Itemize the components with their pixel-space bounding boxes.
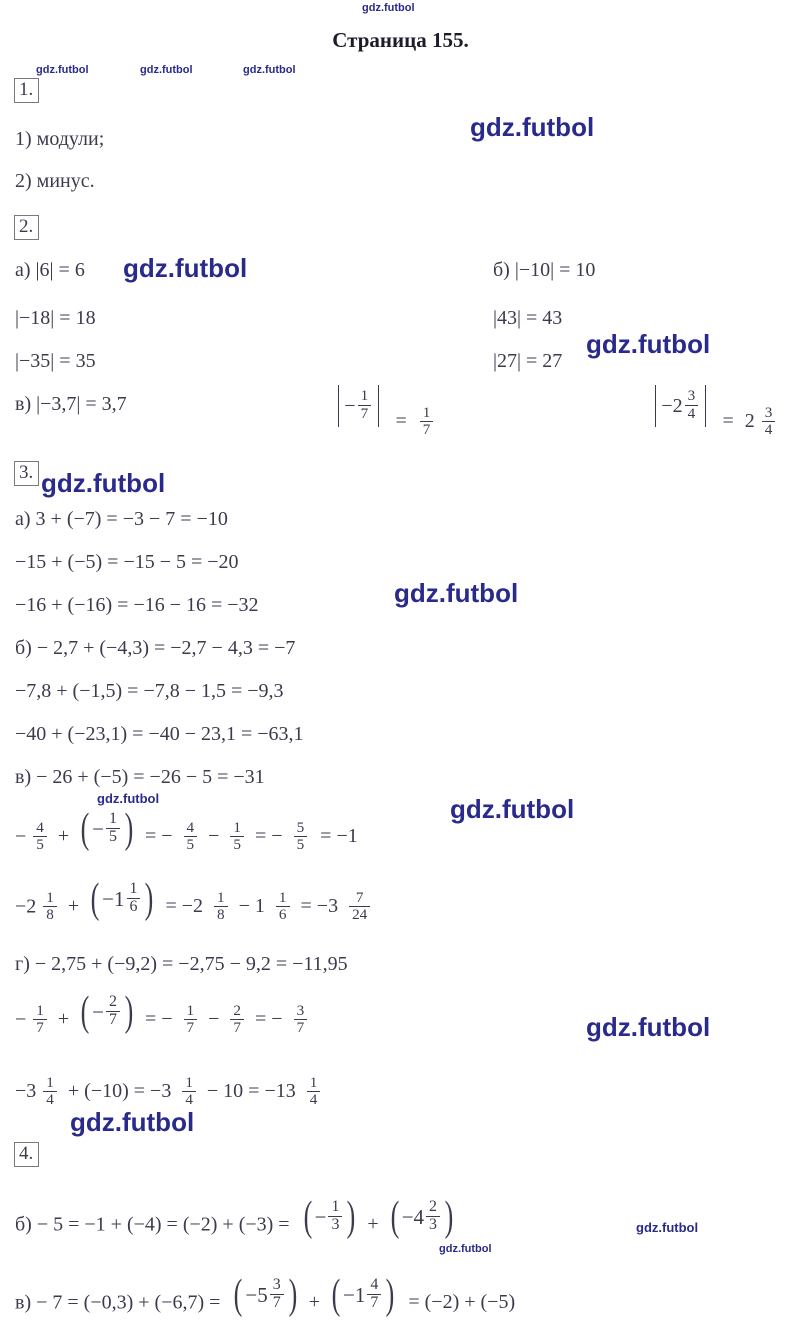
task1-line-2: 2) минус. bbox=[15, 170, 95, 192]
watermark: gdz.futbol bbox=[97, 791, 160, 806]
term: − bbox=[92, 999, 104, 1024]
paren-close: ) bbox=[386, 1272, 395, 1319]
task3-line-g-mixed bbox=[15, 1076, 322, 1109]
result: − 10 = −13 bbox=[206, 1080, 296, 1103]
fraction: $\frac{1}{7}$ bbox=[184, 1003, 198, 1036]
fraction: $\frac{2}{7}$ bbox=[106, 994, 120, 1029]
fraction: $\frac{1}{7}$ bbox=[33, 1003, 47, 1036]
fraction-result: $\frac{1}{7}$ bbox=[420, 405, 434, 438]
term: + (−10) = −3 bbox=[67, 1080, 172, 1103]
abs-sign: −2 bbox=[661, 395, 683, 417]
paren-group bbox=[78, 989, 136, 1036]
abs-sign: − bbox=[344, 395, 356, 417]
term: −1 bbox=[102, 886, 125, 911]
task3-line-g-frac bbox=[15, 989, 309, 1037]
paren-open: ( bbox=[390, 1194, 400, 1241]
fraction-result: $\frac{3}{4}$ bbox=[762, 405, 776, 438]
fraction: $\frac{1}{8}$ bbox=[43, 890, 57, 923]
paren-open: ( bbox=[234, 1272, 243, 1319]
term: − bbox=[15, 825, 27, 848]
task3-line-2: −15 + (−5) = −15 − 5 = −20 bbox=[15, 551, 239, 573]
watermark: gdz.futbol bbox=[123, 253, 248, 283]
paren-open: ( bbox=[80, 989, 90, 1036]
term: = − bbox=[144, 825, 173, 848]
result: = − bbox=[255, 1008, 283, 1031]
fraction: $\frac{3}{7}$ bbox=[270, 1277, 284, 1312]
task2-right-3: |27| = 27 bbox=[493, 350, 563, 372]
fraction: $\frac{4}{7}$ bbox=[367, 1277, 381, 1312]
fraction: $\frac{1}{4}$ bbox=[182, 1075, 196, 1108]
term: −3 bbox=[15, 1080, 37, 1103]
term: − bbox=[314, 1204, 327, 1229]
task3-line-v-mixed bbox=[15, 876, 372, 924]
watermark: gdz.futbol bbox=[470, 112, 595, 142]
fraction: $\frac{1}{6}$ bbox=[276, 890, 290, 923]
term: −2 bbox=[15, 895, 37, 918]
fraction: $\frac{4}{5}$ bbox=[33, 820, 47, 853]
abs-bar-left bbox=[338, 385, 339, 427]
task-number-3: 3. bbox=[14, 461, 39, 486]
abs-bar-left bbox=[655, 385, 656, 427]
plus-sign: + bbox=[57, 1008, 70, 1031]
task3-line-g: г) − 2,75 + (−9,2) = −2,75 − 9,2 = −11,95 bbox=[15, 953, 348, 975]
abs-bar-right bbox=[378, 385, 379, 427]
task1-line-1: 1) модули; bbox=[15, 128, 105, 150]
watermark: gdz.futbol bbox=[450, 794, 575, 824]
paren-group bbox=[231, 1272, 299, 1319]
task3-line-3: −16 + (−16) = −16 − 16 = −32 bbox=[15, 594, 259, 616]
plus-sign: + bbox=[367, 1213, 379, 1236]
fraction: $\frac{2}{3}$ bbox=[426, 1199, 440, 1234]
term: = −2 bbox=[165, 895, 204, 918]
fraction: $\frac{2}{7}$ bbox=[230, 1003, 244, 1036]
paren-open: ( bbox=[80, 806, 90, 853]
minus-sign: − bbox=[208, 825, 220, 848]
task3-line-6: −40 + (−23,1) = −40 − 23,1 = −63,1 bbox=[15, 723, 304, 745]
task3-line-1: а) 3 + (−7) = −3 − 7 = −10 bbox=[15, 508, 228, 530]
task2-frac-expr-2 bbox=[650, 385, 777, 439]
result: = −1 bbox=[320, 825, 358, 848]
paren-group bbox=[329, 1272, 397, 1319]
watermark: gdz.futbol bbox=[586, 329, 711, 359]
fraction: $\frac{1}{6}$ bbox=[127, 881, 141, 916]
task2-right-2: |43| = 43 bbox=[493, 307, 563, 329]
plus-sign: + bbox=[308, 1291, 321, 1314]
watermark: gdz.futbol bbox=[586, 1012, 711, 1042]
watermark: gdz.futbol bbox=[439, 1243, 492, 1255]
abs-group bbox=[333, 385, 384, 427]
paren-open: ( bbox=[303, 1194, 312, 1241]
mixed-whole: 2 bbox=[744, 410, 755, 432]
task2-right-1: б) |−10| = 10 bbox=[493, 259, 596, 281]
fraction: $\frac{1}{7}$ bbox=[358, 388, 372, 421]
result: = (−2) + (−5) bbox=[408, 1291, 516, 1314]
watermark: gdz.futbol bbox=[70, 1107, 195, 1137]
result: = −3 bbox=[300, 895, 339, 918]
plus-sign: + bbox=[57, 825, 70, 848]
fraction: $\frac{1}{5}$ bbox=[230, 820, 244, 853]
paren-close: ) bbox=[124, 989, 134, 1036]
equals-sign: = bbox=[722, 410, 734, 432]
fraction: $\frac{3}{4}$ bbox=[685, 388, 699, 421]
term: − bbox=[92, 816, 104, 841]
paren-close: ) bbox=[145, 876, 154, 923]
term: = − bbox=[255, 825, 283, 848]
fraction: $\frac{5}{5}$ bbox=[294, 820, 308, 853]
task3-line-7: в) − 26 + (−5) = −26 − 5 = −31 bbox=[15, 766, 265, 788]
abs-bar-right bbox=[705, 385, 706, 427]
task2-left-1: а) |6| = 6 bbox=[15, 259, 85, 281]
fraction: $\frac{1}{5}$ bbox=[106, 811, 120, 846]
task-number-2: 2. bbox=[14, 215, 39, 240]
task2-left-2: |−18| = 18 bbox=[15, 307, 96, 329]
minus-sign: − bbox=[208, 1008, 220, 1031]
fraction: $\frac{1}{4}$ bbox=[43, 1075, 57, 1108]
task2-left-3: |−35| = 35 bbox=[15, 350, 96, 372]
paren-close: ) bbox=[444, 1194, 454, 1241]
watermark: gdz.futbol bbox=[243, 64, 296, 76]
term: − bbox=[15, 1008, 27, 1031]
paren-group bbox=[388, 1194, 456, 1241]
task2-frac-expr-1 bbox=[333, 385, 435, 439]
task4-line-b bbox=[15, 1194, 456, 1241]
plus-sign: + bbox=[67, 895, 80, 918]
paren-open: ( bbox=[331, 1272, 341, 1319]
task3-line-4: б) − 2,7 + (−4,3) = −2,7 − 4,3 = −7 bbox=[15, 637, 296, 659]
task4-line-v bbox=[15, 1272, 516, 1319]
task-number-1: 1. bbox=[14, 78, 39, 103]
watermark: gdz.futbol bbox=[636, 1220, 699, 1235]
fraction: $\frac{3}{7}$ bbox=[294, 1003, 308, 1036]
paren-group bbox=[88, 876, 156, 923]
term: б) − 5 = −1 + (−4) = (−2) + (−3) = bbox=[15, 1213, 290, 1236]
term: в) − 7 = (−0,3) + (−6,7) = bbox=[15, 1291, 221, 1314]
task-number-4: 4. bbox=[14, 1142, 39, 1167]
fraction: $\frac{1}{8}$ bbox=[214, 890, 228, 923]
watermark: gdz.futbol bbox=[394, 578, 519, 608]
paren-group bbox=[301, 1194, 359, 1241]
paren-open: ( bbox=[90, 876, 100, 923]
term: −4 bbox=[401, 1204, 425, 1229]
fraction: $\frac{1}{3}$ bbox=[328, 1199, 342, 1234]
term: = − bbox=[144, 1008, 173, 1031]
task3-line-5: −7,8 + (−1,5) = −7,8 − 1,5 = −9,3 bbox=[15, 680, 284, 702]
paren-close: ) bbox=[288, 1272, 298, 1319]
watermark: gdz.futbol bbox=[41, 468, 166, 498]
term: −5 bbox=[245, 1282, 268, 1307]
fraction: $\frac{1}{4}$ bbox=[307, 1075, 321, 1108]
paren-group bbox=[78, 806, 136, 853]
abs-group bbox=[650, 385, 711, 427]
watermark: gdz.futbol bbox=[140, 64, 193, 76]
equals-sign: = bbox=[395, 410, 407, 432]
watermark: gdz.futbol bbox=[36, 64, 89, 76]
fraction: $\frac{4}{5}$ bbox=[184, 820, 198, 853]
term: −1 bbox=[343, 1282, 366, 1307]
watermark: gdz.futbol bbox=[362, 2, 415, 14]
paren-close: ) bbox=[347, 1194, 356, 1241]
paren-close: ) bbox=[124, 806, 134, 853]
page-title: Страница 155. bbox=[332, 28, 469, 52]
minus-term: − 1 bbox=[238, 895, 265, 918]
task3-line-v-frac bbox=[15, 806, 358, 854]
task2-left-4: в) |−3,7| = 3,7 bbox=[15, 393, 127, 415]
fraction: $\frac{7}{24}$ bbox=[349, 890, 370, 923]
